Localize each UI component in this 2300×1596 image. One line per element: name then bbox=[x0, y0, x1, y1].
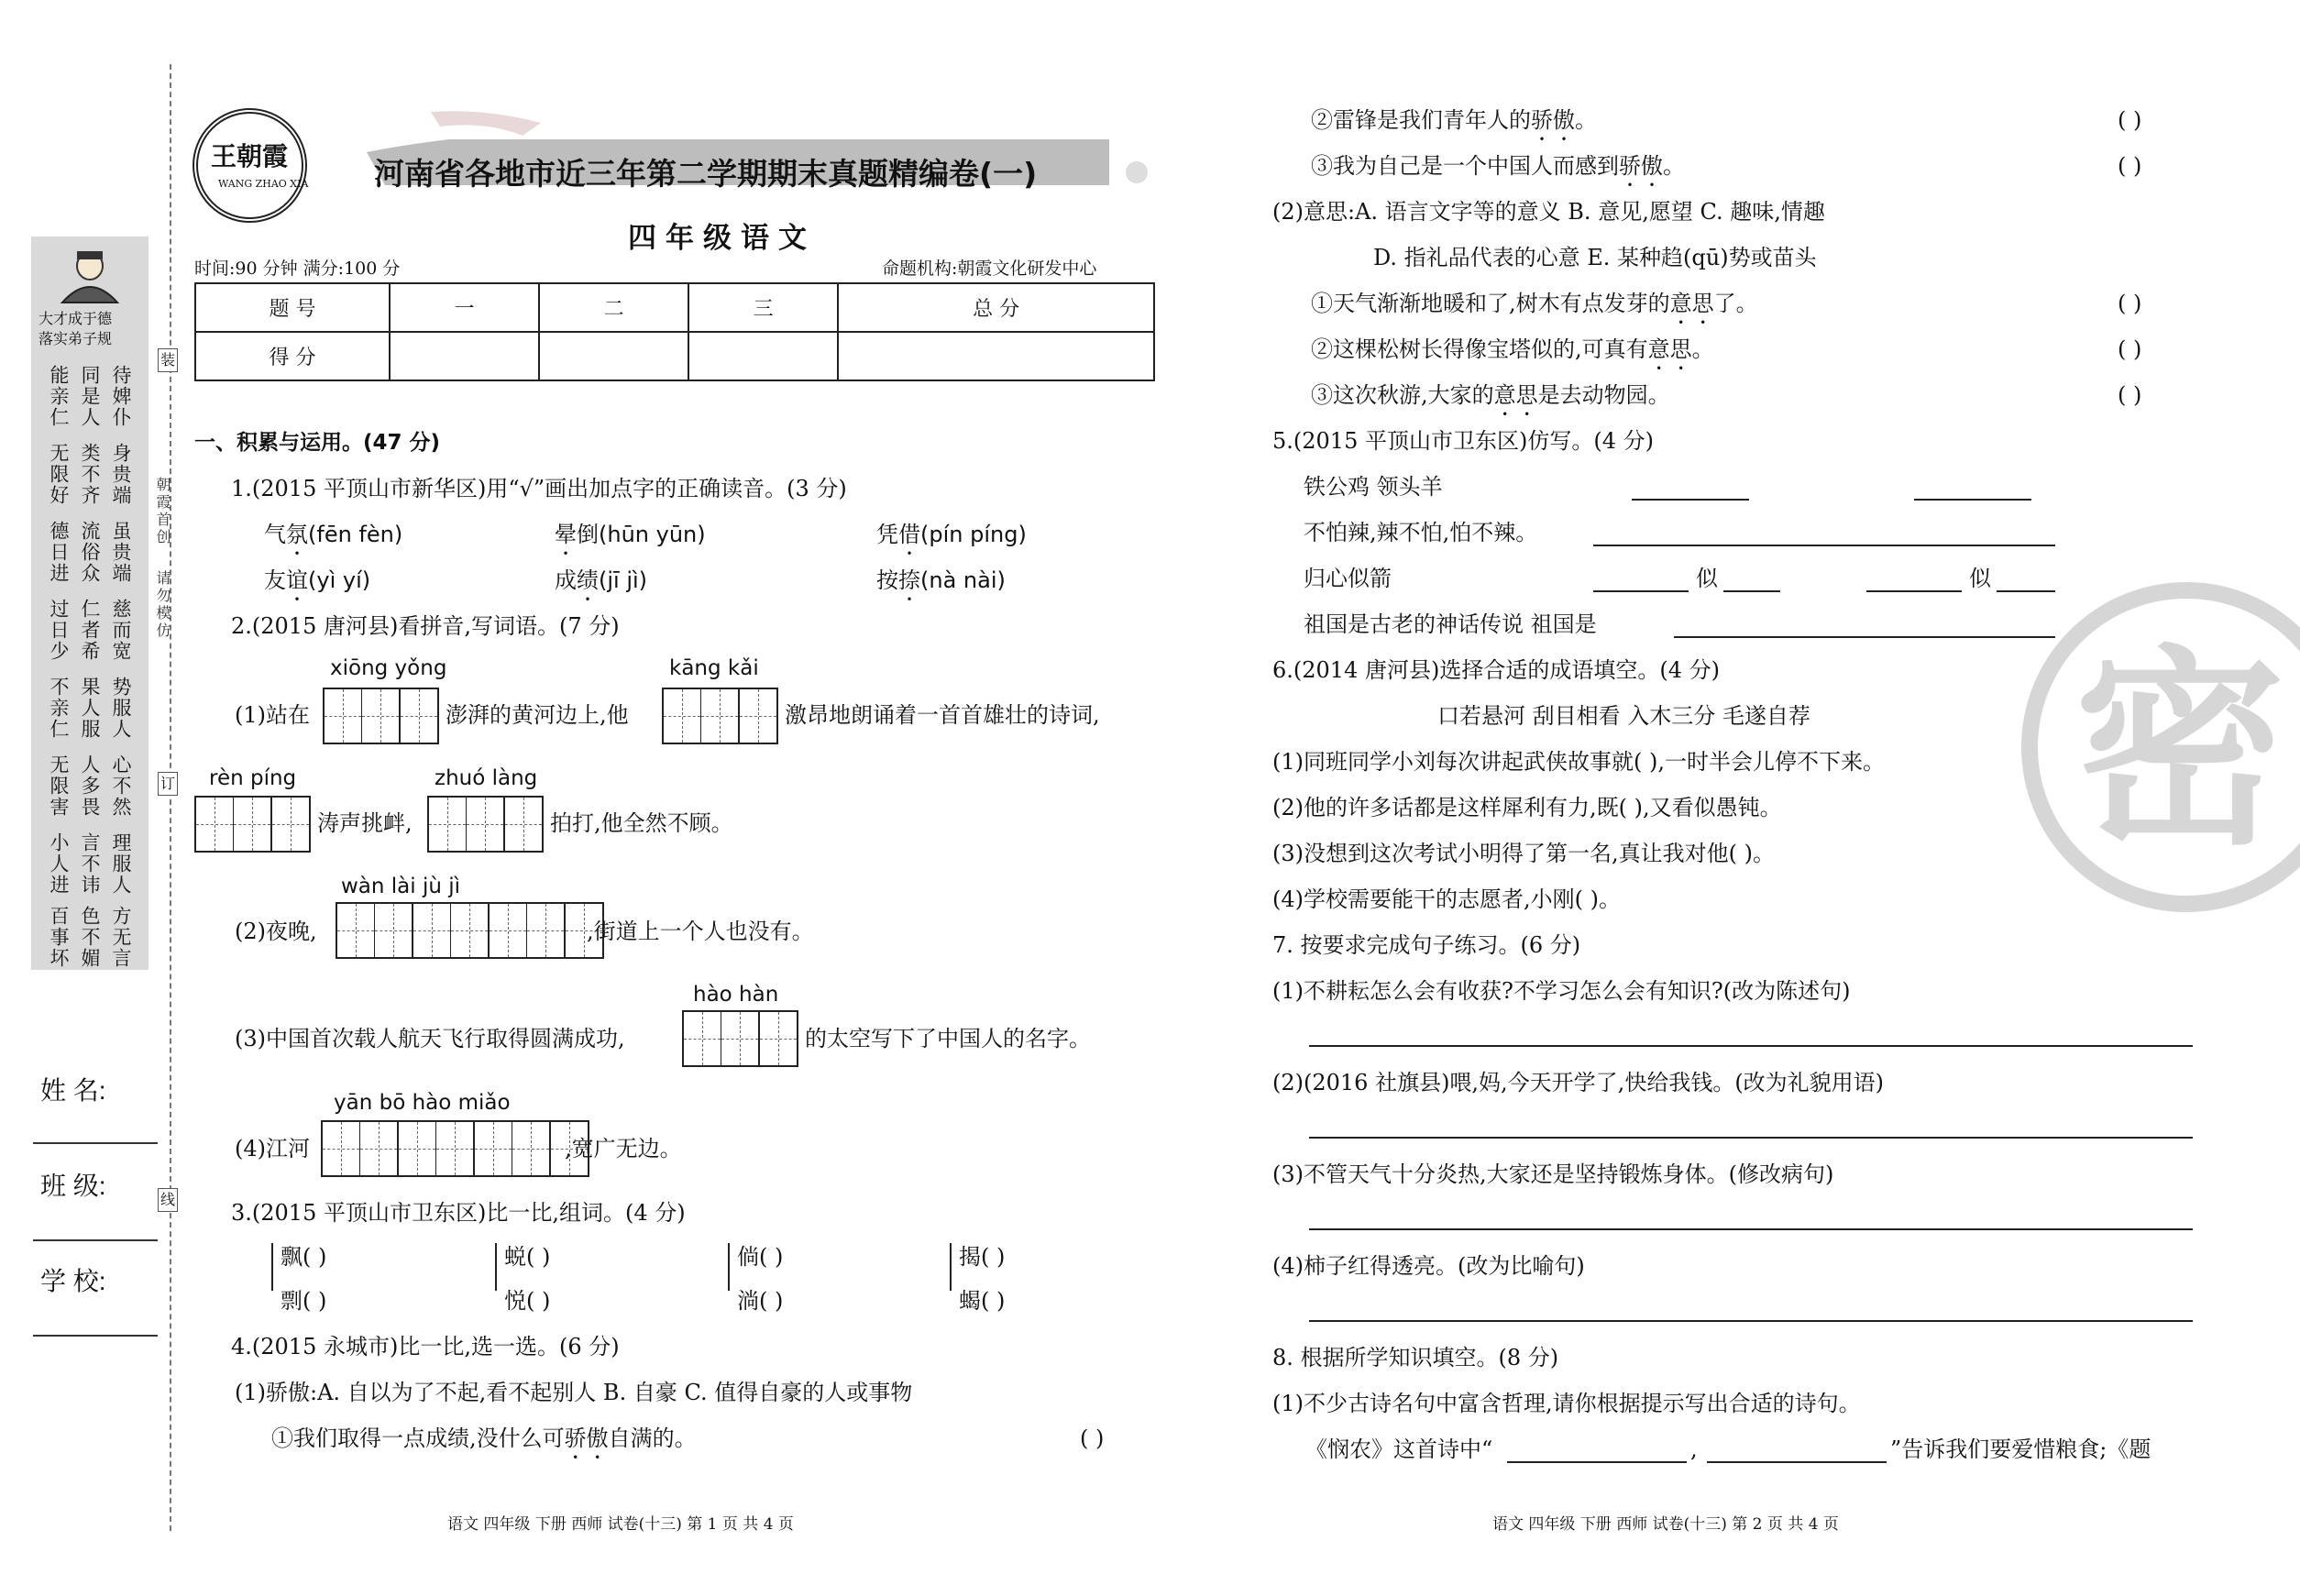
q1-item[interactable]: 成绩(jī jì) bbox=[555, 567, 648, 593]
section-heading: 一、积累与运用。(47 分) bbox=[194, 431, 441, 455]
tianzige-box[interactable] bbox=[323, 688, 439, 744]
pair-brace bbox=[950, 1243, 957, 1291]
answer-line[interactable] bbox=[1997, 590, 2055, 592]
q2-text: ,街道上一个人也没有。 bbox=[587, 919, 814, 944]
motto-col: 德日进 bbox=[48, 521, 70, 584]
q7-prompt: (4)柿子红得透亮。(改为比喻句) bbox=[1272, 1253, 1585, 1279]
score-input[interactable] bbox=[390, 332, 539, 380]
q2-text: 涛声挑衅, bbox=[317, 810, 413, 836]
pinyin-label: wàn lài jù jì bbox=[341, 875, 461, 898]
score-cell: 得 分 bbox=[195, 332, 390, 380]
answer-line[interactable] bbox=[1632, 499, 1749, 501]
notice-text: 朝霞首创 bbox=[154, 477, 171, 546]
answer-paren[interactable]: ( ) bbox=[2118, 107, 2142, 133]
q6-sentence[interactable]: (4)学校需要能干的志愿者,小刚( )。 bbox=[1272, 886, 1621, 912]
pinyin-label: zhuó làng bbox=[435, 766, 538, 790]
motto-col: 方无言 bbox=[110, 906, 132, 969]
motto-col: 百事坏 bbox=[48, 906, 70, 969]
question-7: 7. 按要求完成句子练习。(6 分) bbox=[1272, 932, 1581, 958]
motto-col: 无限害 bbox=[48, 754, 70, 818]
grade-subject: 四年级语文 bbox=[628, 222, 816, 255]
motto-line-2: 落实弟子规 bbox=[39, 330, 113, 347]
motto-col: 心不然 bbox=[110, 754, 132, 818]
q3-item[interactable]: 倘( ) bbox=[737, 1244, 784, 1270]
motto-col: 类不齐 bbox=[79, 443, 101, 506]
q4-sentence: ①天气渐渐地暖和了,树木有点发芽的意思了。 bbox=[1311, 291, 1758, 316]
score-table bbox=[194, 282, 1155, 381]
motto-col: 仁者希 bbox=[79, 599, 101, 662]
motto-col: 流俗众 bbox=[79, 521, 101, 584]
answer-line[interactable] bbox=[1866, 590, 1962, 592]
q3-item[interactable]: 淌( ) bbox=[737, 1288, 784, 1314]
q4-definitions: D. 指礼品代表的心意 E. 某种趋(qū)势或苗头 bbox=[1373, 245, 1817, 270]
question-4: 4.(2015 永城市)比一比,选一选。(6 分) bbox=[231, 1334, 620, 1359]
motto-col: 色不媚 bbox=[79, 906, 101, 969]
answer-paren[interactable]: ( ) bbox=[2118, 336, 2142, 362]
answer-paren[interactable]: ( ) bbox=[2118, 291, 2142, 316]
q7-prompt: (1)不耕耘怎么会有收获?不学习怎么会有知识?(改为陈述句) bbox=[1272, 978, 1851, 1004]
confidential-seal bbox=[2021, 582, 2300, 912]
motto-col: 言不讳 bbox=[79, 832, 101, 896]
q5-prompt: 铁公鸡 领头羊 bbox=[1304, 474, 1443, 500]
pinyin-label: rèn píng bbox=[209, 766, 297, 790]
q4-sentence: ②这棵松树长得像宝塔似的,可真有意思。 bbox=[1311, 336, 1714, 362]
question-6: 6.(2014 唐河县)选择合适的成语填空。(4 分) bbox=[1272, 657, 1720, 683]
motto-col: 身贵端 bbox=[110, 443, 132, 506]
seal-char: 密 bbox=[2074, 626, 2286, 874]
cut-label-xian: 线 bbox=[158, 1188, 178, 1212]
motto-col: 理服人 bbox=[110, 832, 132, 896]
class-line[interactable] bbox=[33, 1239, 158, 1241]
q8-prompt: (1)不少古诗名句中富含哲理,请你根据提示写出合适的诗句。 bbox=[1272, 1391, 1861, 1416]
q3-item[interactable]: 蝎( ) bbox=[959, 1288, 1006, 1314]
q2-text: (1)站在 bbox=[235, 702, 310, 728]
time-info: 时间:90 分钟 满分:100 分 bbox=[194, 259, 401, 279]
q4-sentence: ①我们取得一点成绩,没什么可骄傲自满的。 bbox=[271, 1425, 697, 1451]
school-line[interactable] bbox=[33, 1335, 158, 1337]
q1-item[interactable]: 气氛(fēn fèn) bbox=[264, 522, 403, 547]
q8-comma: , bbox=[1690, 1436, 1698, 1462]
q3-item[interactable]: 剽( ) bbox=[281, 1288, 327, 1314]
answer-line[interactable] bbox=[1723, 590, 1780, 592]
score-input[interactable] bbox=[688, 332, 838, 380]
score-cell: 二 bbox=[539, 283, 688, 332]
pinyin-label: xiōng yǒng bbox=[330, 656, 447, 680]
pair-brace bbox=[271, 1243, 279, 1291]
q7-prompt: (3)不管天气十分炎热,大家还是坚持锻炼身体。(修改病句) bbox=[1272, 1161, 1834, 1187]
motto-col: 小人进 bbox=[48, 832, 70, 896]
q4-definitions: (1)骄傲:A. 自以为了不起,看不起别人 B. 自豪 C. 值得自豪的人或事物 bbox=[235, 1380, 913, 1405]
exam-title: 河南省各地市近三年第二学期期末真题精编卷(一) bbox=[374, 156, 1038, 192]
pinyin-label: kāng kǎi bbox=[669, 656, 759, 680]
idiom-options: 口若悬河 刮目相看 入木三分 毛遂自荐 bbox=[1437, 703, 1810, 729]
logo-text: 王朝霞 bbox=[211, 141, 289, 171]
scholar-figure-icon bbox=[53, 248, 127, 304]
score-input[interactable] bbox=[539, 332, 688, 380]
q3-item[interactable]: 飘( ) bbox=[281, 1244, 327, 1270]
score-cell: 总 分 bbox=[838, 283, 1154, 332]
q4-definitions: (2)意思:A. 语言文字等的意义 B. 意见,愿望 C. 趣味,情趣 bbox=[1272, 199, 1825, 225]
answer-line[interactable] bbox=[1593, 590, 1689, 592]
answer-line[interactable] bbox=[1507, 1461, 1687, 1463]
q5-connector: 似 bbox=[1969, 566, 1991, 591]
publisher-logo bbox=[193, 108, 307, 223]
question-1: 1.(2015 平顶山市新华区)用“√”画出加点字的正确读音。(3 分) bbox=[231, 476, 847, 501]
q6-sentence[interactable]: (1)同班同学小刘每次讲起武侠故事就( ),一时半会儿停不下来。 bbox=[1272, 749, 1885, 775]
motto-col: 同是人 bbox=[79, 365, 101, 428]
q1-item[interactable]: 友谊(yì yí) bbox=[264, 567, 371, 593]
name-label: 姓 名: bbox=[40, 1076, 106, 1105]
answer-line[interactable] bbox=[1309, 1137, 2193, 1139]
motto-col: 势服人 bbox=[110, 677, 132, 740]
motto-col: 不亲仁 bbox=[48, 677, 70, 740]
score-header-row bbox=[195, 283, 1154, 332]
school-label: 学 校: bbox=[40, 1267, 106, 1295]
cut-label-ding: 订 bbox=[158, 772, 178, 796]
page-footer-2: 语文 四年级 下册 西师 试卷(十三) 第 2 页 共 4 页 bbox=[1492, 1515, 1839, 1534]
score-input[interactable] bbox=[838, 332, 1154, 380]
class-label: 班 级: bbox=[40, 1172, 106, 1200]
q3-item[interactable]: 悦( ) bbox=[504, 1288, 551, 1314]
pair-brace bbox=[728, 1243, 735, 1291]
binding-line bbox=[170, 64, 171, 1531]
motto-col: 过日少 bbox=[48, 599, 70, 662]
answer-line[interactable] bbox=[1309, 1045, 2193, 1047]
q2-text: (3)中国首次载人航天飞行取得圆满成功, bbox=[235, 1026, 625, 1051]
q2-text: (4)江河 bbox=[235, 1136, 310, 1161]
q7-prompt: (2)(2016 社旗县)喂,妈,今天开学了,快给我钱。(改为礼貌用语) bbox=[1272, 1070, 1885, 1095]
author-info: 命题机构:朝霞文化研发中心 bbox=[882, 259, 1097, 279]
page-footer-1: 语文 四年级 下册 西师 试卷(十三) 第 1 页 共 4 页 bbox=[447, 1515, 794, 1534]
q3-item[interactable]: 揭( ) bbox=[959, 1244, 1006, 1270]
motto-col: 人多畏 bbox=[79, 754, 101, 818]
q5-connector: 似 bbox=[1696, 566, 1718, 591]
q2-text: ,宽广无边。 bbox=[565, 1136, 682, 1161]
motto-col: 虽贵端 bbox=[110, 521, 132, 584]
question-3: 3.(2015 平顶山市卫东区)比一比,组词。(4 分) bbox=[231, 1200, 686, 1226]
score-value-row bbox=[195, 332, 1154, 380]
answer-line[interactable] bbox=[1707, 1461, 1887, 1463]
tianzige-box[interactable] bbox=[427, 796, 544, 853]
q1-item[interactable]: 凭借(pín píng) bbox=[876, 522, 1027, 547]
notice-text: 请勿模仿 bbox=[154, 570, 171, 640]
q1-item[interactable]: 晕倒(hūn yūn) bbox=[555, 522, 706, 547]
score-cell: 一 bbox=[390, 283, 539, 332]
motto-col: 果人服 bbox=[79, 677, 101, 740]
tianzige-box[interactable] bbox=[321, 1120, 589, 1177]
q8-prompt: 《悯农》这首诗中“ bbox=[1305, 1436, 1493, 1462]
name-line[interactable] bbox=[33, 1142, 158, 1144]
tianzige-box[interactable] bbox=[336, 902, 604, 959]
q3-item[interactable]: 蜕( ) bbox=[504, 1244, 551, 1270]
motto-sidebar bbox=[31, 237, 149, 970]
q2-text: (2)夜晚, bbox=[235, 919, 317, 944]
q2-text: 激昂地朗诵着一首首雄壮的诗词, bbox=[785, 702, 1100, 728]
logo-subtext: WANG ZHAO XIA bbox=[218, 178, 309, 190]
motto-col: 能亲仁 bbox=[48, 365, 70, 428]
q2-text: 澎湃的黄河边上,他 bbox=[446, 702, 629, 728]
q4-sentence: ③我为自己是一个中国人而感到骄傲。 bbox=[1311, 153, 1685, 179]
q4-sentence: ②雷锋是我们青年人的骄傲。 bbox=[1311, 107, 1597, 133]
answer-paren[interactable]: ( ) bbox=[2118, 382, 2142, 408]
answer-line[interactable] bbox=[1309, 1320, 2193, 1322]
answer-line[interactable] bbox=[1914, 499, 2031, 501]
answer-line[interactable] bbox=[1593, 545, 2055, 546]
tianzige-box[interactable] bbox=[682, 1010, 798, 1067]
answer-paren[interactable]: ( ) bbox=[1080, 1425, 1105, 1451]
pinyin-label: hào hàn bbox=[693, 983, 779, 1007]
q5-prompt: 祖国是古老的神话传说 祖国是 bbox=[1304, 611, 1597, 637]
motto-col: 无限好 bbox=[48, 443, 70, 506]
q4-sentence: ③这次秋游,大家的意思是去动物园。 bbox=[1311, 382, 1670, 408]
q2-text: 拍打,他全然不顾。 bbox=[550, 810, 733, 836]
question-5: 5.(2015 平顶山市卫东区)仿写。(4 分) bbox=[1272, 428, 1654, 454]
motto-col: 待婢仆 bbox=[110, 365, 132, 428]
score-cell: 三 bbox=[688, 283, 838, 332]
pinyin-label: yān bō hào miǎo bbox=[334, 1091, 511, 1115]
answer-line[interactable] bbox=[1309, 1228, 2193, 1230]
q6-sentence[interactable]: (3)没想到这次考试小明得了第一名,真让我对他( )。 bbox=[1272, 841, 1775, 866]
q6-sentence[interactable]: (2)他的许多话都是这样犀利有力,既( ),又看似愚钝。 bbox=[1272, 795, 1782, 820]
question-2: 2.(2015 唐河县)看拼音,写词语。(7 分) bbox=[231, 613, 620, 639]
q5-prompt: 不怕辣,辣不怕,怕不辣。 bbox=[1304, 520, 1538, 545]
tianzige-box[interactable] bbox=[662, 688, 778, 744]
tianzige-box[interactable] bbox=[194, 796, 311, 853]
answer-line[interactable] bbox=[1674, 636, 2055, 638]
q5-prompt: 归心似箭 bbox=[1304, 566, 1392, 591]
motto-col: 慈而宽 bbox=[110, 599, 132, 662]
score-cell: 题 号 bbox=[195, 283, 390, 332]
q2-text: 的太空写下了中国人的名字。 bbox=[805, 1026, 1091, 1051]
pair-brace bbox=[495, 1243, 502, 1291]
cut-label-zhuang: 装 bbox=[158, 348, 178, 372]
answer-paren[interactable]: ( ) bbox=[2118, 153, 2142, 179]
q8-prompt: ”告诉我们要爱惜粮食;《题 bbox=[1890, 1436, 2151, 1462]
motto-line-1: 大才成于德 bbox=[39, 310, 113, 327]
question-8: 8. 根据所学知识填空。(8 分) bbox=[1272, 1345, 1559, 1370]
q1-item[interactable]: 按捺(nà nài) bbox=[876, 567, 1006, 593]
